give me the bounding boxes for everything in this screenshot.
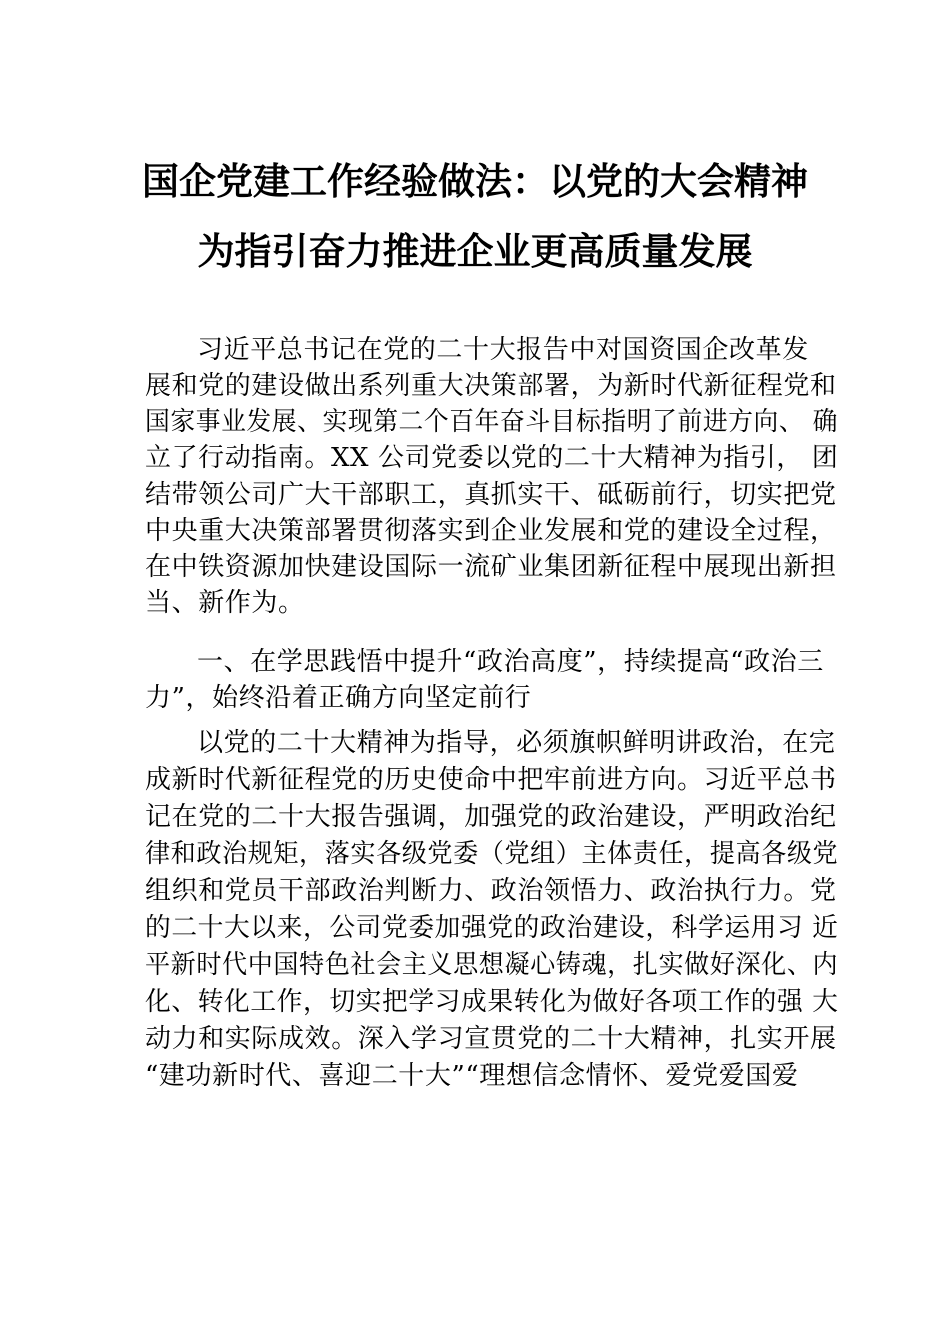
paragraph-1-line-6: 中央重大决策部署贯彻落实到企业发展和党的建设全过程， <box>145 516 837 546</box>
paragraph-1-line-8: 当、新作为。 <box>145 588 305 618</box>
paragraph-1-line-5: 结带领公司广大干部职工，真抓实干、砥砺前行，切实把党 <box>145 480 837 510</box>
section-heading-line-2: 力”，始终沿着正确方向坚定前行 <box>145 683 532 713</box>
paragraph-2-line-4: 律和政治规矩，落实各级党委（党组）主体责任，提高各级党 <box>145 839 839 869</box>
document-title-line-1: 国企党建工作经验做法：以党的大会精神 <box>142 160 808 203</box>
paragraph-2-line-2: 成新时代新征程党的历史使命中把牢前进方向。习近平总书 <box>145 765 837 795</box>
paragraph-2-line-9: 动力和实际成效。深入学习宣贯党的二十大精神，扎实开展 <box>145 1024 837 1054</box>
paragraph-2-line-8: 化、转化工作，切实把学习成果转化为做好各项工作的强 大 <box>145 987 839 1017</box>
paragraph-1-line-7: 在中铁资源加快建设国际一流矿业集团新征程中展现出新担 <box>145 552 837 582</box>
paragraph-1-line-4: 立了行动指南。XX 公司党委以党的二十大精神为指引， 团 <box>145 443 839 473</box>
paragraph-1-line-1: 习近平总书记在党的二十大报告中对国资国企改革发 <box>197 335 809 365</box>
paragraph-1-line-3: 国家事业发展、实现第二个百年奋斗目标指明了前进方向、 确 <box>145 407 839 437</box>
section-heading-line-1: 一、在学思践悟中提升“政治高度”，持续提高“政治三 <box>197 647 824 677</box>
paragraph-2-line-5: 组织和党员干部政治判断力、政治领悟力、政治执行力。党 <box>145 876 837 906</box>
paragraph-2-line-10: “建功新时代、喜迎二十大”“理想信念情怀、爱党爱国爱 <box>145 1061 799 1091</box>
paragraph-2-line-3: 记在党的二十大报告强调，加强党的政治建设，严明政治纪 <box>145 802 837 832</box>
paragraph-2-line-1: 以党的二十大精神为指导，必须旗帜鲜明讲政治，在完 <box>197 728 836 758</box>
paragraph-2-line-6: 的二十大以来，公司党委加强党的政治建设，科学运用习 近 <box>145 913 839 943</box>
document-title-line-2: 为指引奋力推进企业更高质量发展 <box>197 230 753 273</box>
paragraph-2-line-7: 平新时代中国特色社会主义思想凝心铸魂，扎实做好深化、内 <box>145 950 839 980</box>
paragraph-1-line-2: 展和党的建设做出系列重大决策部署，为新时代新征程党和 <box>145 371 837 401</box>
